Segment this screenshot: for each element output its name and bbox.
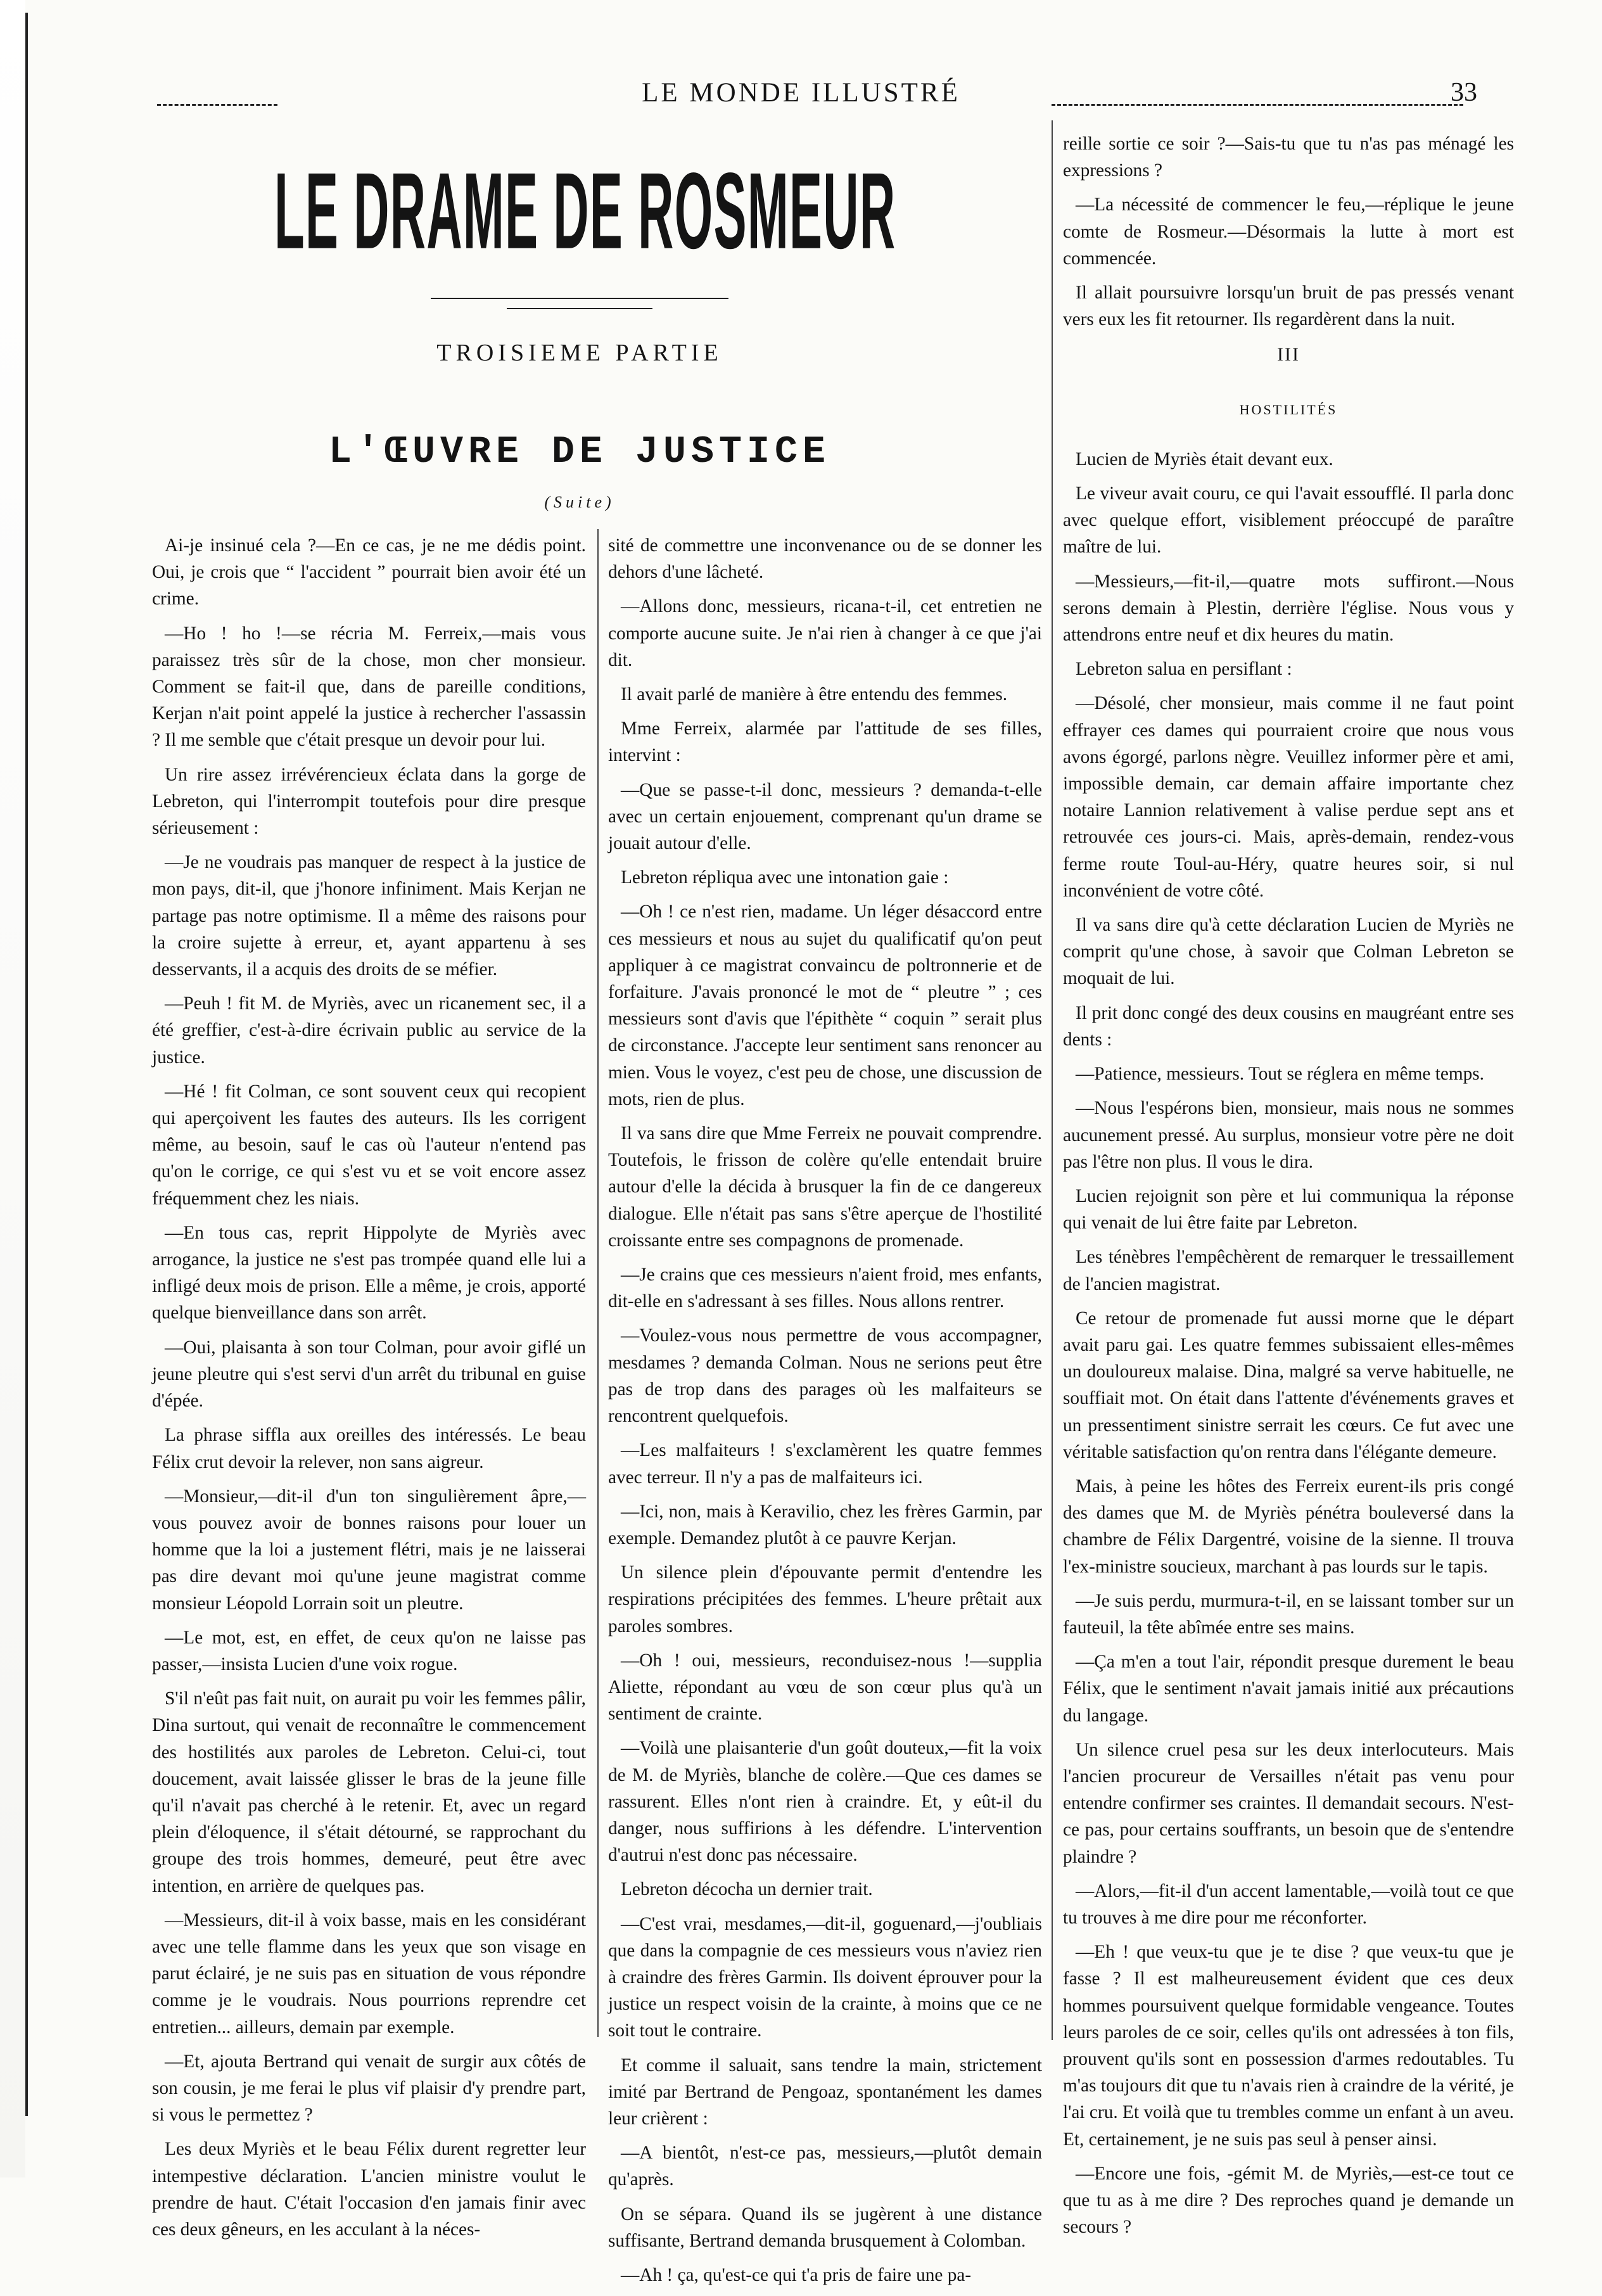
paragraph: Ai-je insinué cela ?—En ce cas, je ne me dédis point. Oui, je crois que “ l'accident ” pourrait bien avoir été un crime. [152, 535, 586, 609]
paragraph: —Ça m'en a tout l'air, répondit presque durement le beau Félix, que le sentiment n'avait jamais initié aux précautions du langage. [1063, 1652, 1514, 1726]
paragraph: —Les malfaiteurs ! s'exclamèrent les quatre femmes avec terreur. Il n'y a pas de malfaiteurs ici. [608, 1440, 1042, 1488]
paragraph: —Oh ! ce n'est rien, madame. Un léger désaccord entre ces messieurs et nous au sujet du qualificatif qu'on peut appliquer à ce magistrat convaincu de poltronnerie et de forfaiture. J'avais prononcé le mot de “ pleutre ” ; ces messieurs sont d'avis que l'épithète “ coquin ” serait plus de circonstance. J'accepte leur sentiment sans renoncer au mien. Vous le voyez, c'est peu de chose, une discussion de mots, rien de plus. [608, 902, 1042, 1109]
paragraph: Il prit donc congé des deux cousins en maugréant entre ses dents : [1063, 1002, 1514, 1050]
page-number: 33 [1451, 78, 1477, 107]
paragraph: Un rire assez irrévérencieux éclata dans la gorge de Lebreton, qui l'interrompit toutefois pour dire presque sérieusement : [152, 764, 586, 839]
paragraph: —Encore une fois, -gémit M. de Myriès,—est-ce tout ce que tu as à me dire ? Des reproches quand je demande un secours ? [1063, 2163, 1514, 2238]
column-2 [608, 532, 1042, 2296]
paragraph: S'il n'eût pas fait nuit, on aurait pu voir les femmes pâlir, Dina surtout, qui venait de reconnaître le commencement des hostilités aux paroles de Lebreton. Celui-ci, tout doucement, avait laissée glisser le bras de la jeune fille qu'il n'avait pas cherché à le retenir. Et, avec un regard plein d'éloquence, il s'était détourné, se rapprochant du groupe des trois hommes, demeuré, peut être avec intention, en arrière de quelques pas. [152, 1688, 586, 1896]
paragraph: Il avait parlé de manière à être entendu des femmes. [621, 684, 1008, 705]
paragraph: —Et, ajouta Bertrand qui venait de surgir aux côtés de son cousin, je me ferai le plus vif plaisir d'y prendre part, si vous le permettez ? [152, 2051, 586, 2126]
column-1 [152, 532, 586, 2250]
article-subtitle: L'ŒUVRE DE JUSTICE [328, 431, 831, 474]
paragraph: —Oh ! oui, messieurs, reconduisez-nous !—supplia Aliette, répondant au vœu de son cœur plus qu'à un sentiment de crainte. [608, 1650, 1042, 1725]
paragraph: Il va sans dire qu'à cette déclaration Lucien de Myriès ne comprit qu'une chose, à savoir que Colman Lebreton se moquait de lui. [1063, 915, 1514, 989]
paragraph: Ce retour de promenade fut aussi morne que le départ avait paru gai. Les quatre femmes subissaient elles-mêmes un douloureux malaise. Dina, malgré sa verve habituelle, ne souffiait mot. On était dans l'attente d'événements graves et un pressentiment sinistre serrait les cœurs. Ce fut avec une véritable satisfaction qu'on rentra dans l'élégante demeure. [1063, 1308, 1514, 1462]
paragraph: Il va sans dire que Mme Ferreix ne pouvait comprendre. Toutefois, le frisson de colère qu'elle entendait bruire autour d'elle la décida à brusquer la fin de ce dangereux dialogue. Elle n'était pas sans s'être aperçue de l'hostilité croissante entre ses compagnons de promenade. [608, 1123, 1042, 1251]
paragraph: —A bientôt, n'est-ce pas, messieurs,—plutôt demain qu'après. [608, 2143, 1042, 2190]
column-divider-2 [1052, 120, 1053, 2040]
paragraph: —Peuh ! fit M. de Myriès, avec un ricanement sec, il a été greffier, c'est-à-dire écrivain public au service de la justice. [152, 993, 586, 1068]
title-ornament-rule [431, 298, 728, 299]
paragraph: Les ténèbres l'empêchèrent de remarquer le tressaillement de l'ancien magistrat. [1063, 1247, 1514, 1294]
suite-label: (Suite) [544, 493, 615, 511]
paragraph: Lebreton salua en persiflant : [1076, 659, 1292, 680]
paragraph: Lebreton répliqua avec une intonation gaie : [621, 867, 949, 888]
running-title: LE MONDE ILLUSTRÉ [642, 78, 960, 108]
paragraph: Mme Ferreix, alarmée par l'attitude de ses filles, intervint : [608, 718, 1042, 766]
paragraph: Et comme il saluait, sans tendre la main, strictement imité par Bertrand de Pengoaz, spontanément les dames leur crièrent : [608, 2055, 1042, 2129]
paragraph: Lucien de Myriès était devant eux. [1076, 449, 1333, 469]
paragraph: Lucien rejoignit son père et lui communiqua la réponse qui venait de lui être faite par Lebreton. [1063, 1185, 1514, 1234]
paragraph: Lebreton décocha un dernier trait. [621, 1879, 873, 1900]
paragraph: —La nécessité de commencer le feu,—réplique le jeune comte de Rosmeur.—Désormais la lutte à mort est commencée. [1063, 195, 1514, 269]
paragraph: —Le mot, est, en effet, de ceux qu'on ne laisse pas passer,—insista Lucien d'une voix rogue. [152, 1627, 586, 1674]
paragraph: —Messieurs, dit-il à voix basse, mais en les considérant avec une telle flamme dans les yeux que son visage en parut éclairé, je ne suis pas en situation de vous répondre comme je le voudrais. Nous pourrions reprendre cet entretien... ailleurs, demain par exemple. [152, 1910, 586, 2038]
paragraph: sité de commettre une inconvenance ou de se donner les dehors d'une lâcheté. [608, 535, 1042, 583]
paragraph: —Je crains que ces messieurs n'aient froid, mes enfants, dit-elle en s'adressant à ses filles. Nous allons rentrer. [608, 1265, 1042, 1312]
paragraph: —Oui, plaisanta à son tour Colman, pour avoir giflé un jeune pleutre qui s'est servi d'un arrêt du tribunal en guise d'épée. [152, 1337, 586, 1412]
paragraph: —Ah ! ça, qu'est-ce qui t'a pris de faire une pa- [621, 2264, 972, 2285]
page-edge [0, 0, 25, 2178]
paragraph: —Hé ! fit Colman, ce sont souvent ceux qui recopient qui aperçoivent les fautes des auteurs. Ils les corrigent même, au besoin, sauf le cas où l'auteur n'entend pas qu'on le corrige, ce qui s'est vu et se voit encore assez fréquemment chez les niais. [152, 1081, 586, 1209]
paragraph: —Voilà une plaisanterie d'un goût douteux,—fit la voix de M. de Myriès, blanche de colère.—Que ces dames se rassurent. Elles n'ont rien à craindre. Et, y eût-il du danger, nous suffirions à les défendre. L'intervention d'autrui n'est donc pas nécessaire. [608, 1738, 1042, 1866]
article-title: LE DRAME DE ROSMEUR [274, 150, 896, 272]
paragraph: —Voulez-vous nous permettre de vous accompagner, mesdames ? demanda Colman. Nous ne serions peut être pas de trop dans des parages où les malfaiteurs se rencontrent quelquefois. [608, 1325, 1042, 1427]
chapter-number: III [1277, 344, 1300, 366]
paragraph: reille sortie ce soir ?—Sais-tu que tu n'as pas ménagé les expressions ? [1063, 134, 1514, 181]
paragraph: —Nous l'espérons bien, monsieur, mais nous ne sommes aucunement pressé. Au surplus, monsieur votre père ne doit pas l'être non plus. Il vous le dira. [1063, 1098, 1514, 1172]
part-heading: TROISIEME PARTIE [436, 340, 723, 366]
margin-rule [25, 13, 28, 2116]
paragraph: —Que se passe-t-il donc, messieurs ? demanda-t-elle avec un certain enjouement, comprenant qu'un drame se jouait autour d'elle. [608, 779, 1042, 854]
paragraph: Un silence cruel pesa sur les deux interlocuteurs. Mais l'ancien procureur de Versailles n'était pas venu pour entendre confirmer ses craintes. Il demandait secours. N'est-ce pas, pour certains souffrants, un besoin que de s'entendre plaindre ? [1063, 1739, 1514, 1867]
paragraph: —Messieurs,—fit-il,—quatre mots suffiront.—Nous serons demain à Plestin, derrière l'église. Nous vous y attendrons entre neuf et dix heures du matin. [1063, 571, 1514, 646]
chapter-title: HOSTILITÉS [1239, 401, 1338, 418]
paragraph: —En tous cas, reprit Hippolyte de Myriès avec arrogance, la justice ne s'est pas trompée quand elle lui a infligé deux mois de prison. Elle a même, je crois, apporté quelque bienveillance dans son arrêt. [152, 1222, 586, 1323]
paragraph: —Ici, non, mais à Keravilio, chez les frères Garmin, par exemple. Demandez plutôt à ce pauvre Kerjan. [608, 1501, 1042, 1548]
paragraph: Le viveur avait couru, ce qui l'avait essoufflé. Il parla donc avec quelque effort, visiblement préoccupé de paraître maître de lui. [1063, 483, 1514, 558]
paragraph: Il allait poursuivre lorsqu'un bruit de pas pressés venant vers eux les fit retourner. Ils regardèrent dans la nuit. [1063, 283, 1514, 330]
paragraph: —Ho ! ho !—se récria M. Ferreix,—mais vous paraissez très sûr de la chose, mon cher monsieur. Comment se fait-il que, dans de pareille conditions, Kerjan n'ait point appelé la justice à rechercher l'assassin ? Il me semble que c'était presque un devoir pour lui. [152, 623, 586, 751]
paragraph: La phrase siffla aux oreilles des intéressés. Le beau Félix crut devoir la relever, non sans aigreur. [152, 1425, 586, 1472]
paragraph: On se sépara. Quand ils se jugèrent à une distance suffisante, Bertrand demanda brusquement à Colomban. [608, 2204, 1042, 2251]
paragraph: Mais, à peine les hôtes des Ferreix eurent-ils pris congé des dames que M. de Myriès pénétra bouleversé dans la chambre de Félix Dargentré, voisine de la sienne. Il trouva l'ex-ministre soucieux, marchant à pas lourds sur le tapis. [1063, 1476, 1514, 1577]
paragraph: —Allons donc, messieurs, ricana-t-il, cet entretien ne comporte aucune suite. Je n'ai rien à changer à ce que j'ai dit. [608, 596, 1042, 670]
paragraph: —Patience, messieurs. Tout se réglera en même temps. [1076, 1064, 1485, 1085]
paragraph: —Alors,—fit-il d'un accent lamentable,—voilà tout ce que tu trouves à me dire pour me réconforter. [1063, 1880, 1514, 1928]
paragraph: —Eh ! que veux-tu que je te dise ? que veux-tu que je fasse ? Il est malheureusement évident que ces deux hommes poursuivent quelque formidable vengeance. Toutes leurs paroles de ce soir, celles qu'ils ont adressées à ton fils, prouvent qu'ils sont en possession d'armes redoutables. Tu m'as toujours dit que tu n'avais rien à craindre de la vérité, je l'ai cru. Et voilà que tu trembles comme un enfant à un aveu. Et, certainement, je ne suis pas seul à penser ainsi. [1063, 1942, 1514, 2150]
paragraph: Les deux Myriès et le beau Félix durent regretter leur intempestive déclaration. L'ancien ministre voulut le prendre de haut. C'était l'occasion d'en jamais finir avec ces deux gêneurs, en les acculant à la néces- [152, 2139, 586, 2240]
paragraph: —Je ne voudrais pas manquer de respect à la justice de mon pays, dit-il, que j'honore infiniment. Mais Kerjan ne partage pas notre optimisme. Il a même des raisons pour la croire sujette à erreur, et, ayant appartenu à ses desservants, il a acquis des droits de se méfier. [152, 852, 586, 980]
column-3 [1063, 131, 1514, 2248]
paragraph: —Je suis perdu, murmura-t-il, en se laissant tomber sur un fauteuil, la tête abîmée entre ses mains. [1063, 1590, 1514, 1638]
paragraph: —Monsieur,—dit-il d'un ton singulièrement âpre,—vous pouvez avoir de bonnes raisons pour louer un homme que la loi a justement flétri, mais je ne laisserai pas dire devant moi qu'une jeune magistrat comme monsieur Léopold Lorrain soit un pleutre. [152, 1486, 586, 1614]
paragraph: Un silence plein d'épouvante permit d'entendre les respirations précipitées des femmes. L'heure prêtait aux paroles sombres. [608, 1562, 1042, 1636]
paragraph: —C'est vrai, mesdames,—dit-il, goguenard,—j'oubliais que dans la compagnie de ces messieurs vous n'aviez rien à craindre des frères Garmin. Ils doivent éprouver pour la justice un respect voisin de la crainte, à moins que ce ne soit tout le contraire. [608, 1913, 1042, 2041]
paragraph: —Désolé, cher monsieur, mais comme il ne faut point effrayer ces dames qui pourraient croire que nous vous avons égorgé, parlons nègre. Veuillez informer père et ami, impossible demain, car demain affaire importante chez notaire Lannion relativement à valise perdue sept ans et retrouvée ces jours-ci. Mais, après-demain, rendez-vous ferme route Toul-au-Héry, quatre heures soir, si nul inconvénient de votre côté. [1063, 693, 1514, 901]
title-ornament-rule-short [507, 308, 652, 309]
column-divider-1 [597, 529, 599, 2037]
